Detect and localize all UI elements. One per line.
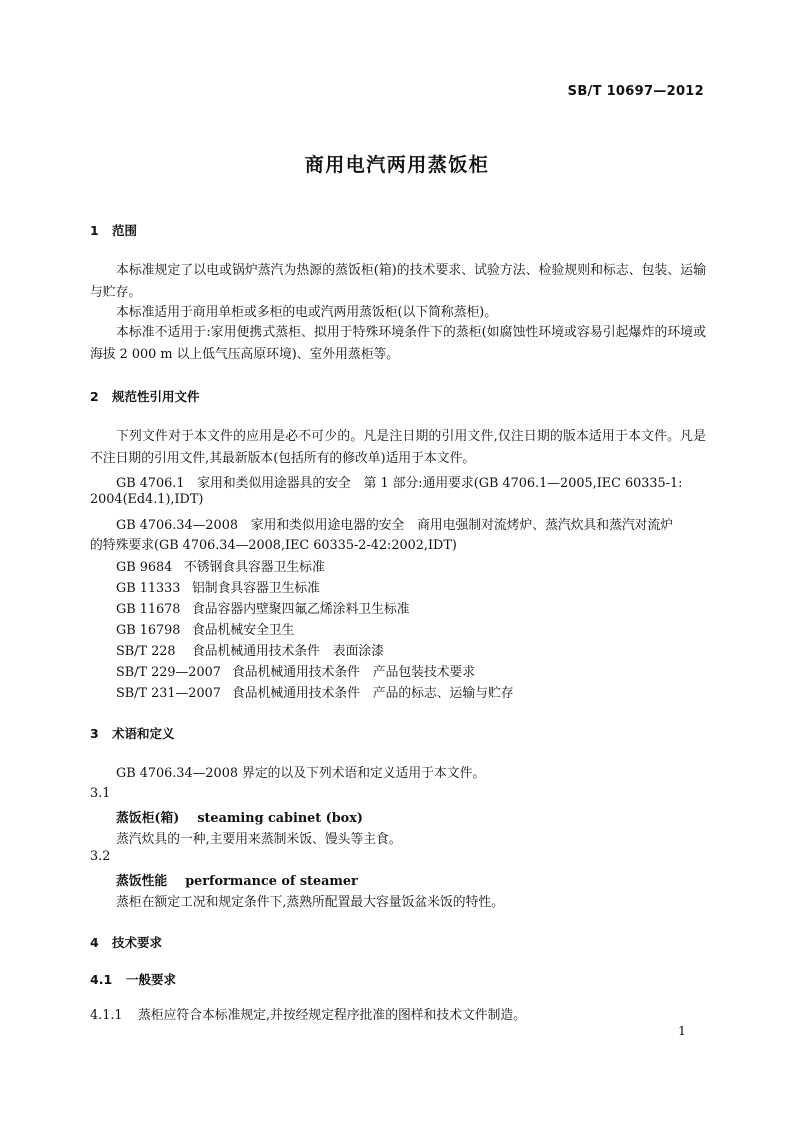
reference-gb4706-1-line2: 2004(Ed4.1),IDT) <box>90 492 204 507</box>
reference-item <box>116 577 320 596</box>
scope-paragraph-3: 本标准不适用于:家用便携式蒸柜、拟用于特殊环境条件下的蒸柜(如腐蚀性环境或容易引起爆炸的环境或海拔 2 000 m 以上低气压高原环境)、室外用蒸柜等。 <box>90 325 706 362</box>
reference-code: GB 16798 <box>116 623 181 638</box>
page-number: 1 <box>678 1023 686 1038</box>
section-number: 4.1 <box>90 972 113 987</box>
scope-paragraph-2: 本标准适用于商用单柜或多柜的电或汽两用蒸饭柜(以下简称蒸柜)。 <box>116 305 498 320</box>
reference-title: 食品机械通用技术条件 产品包装技术要求 <box>232 665 476 680</box>
term-number: 3.1 <box>90 786 111 801</box>
term-english: performance of steamer <box>185 874 358 889</box>
reference-code: GB 11333 <box>116 581 181 596</box>
reference-item <box>116 661 475 680</box>
section-1-heading <box>90 221 137 239</box>
section-title: 技术要求 <box>112 935 163 950</box>
reference-title: 食品容器内壁聚四氟乙烯涂料卫生标准 <box>192 602 410 617</box>
clause-4-1-1 <box>90 1004 526 1023</box>
term-definition: 蒸柜在额定工况和规定条件下,蒸熟所配置最大容量饭盆米饭的特性。 <box>116 895 504 910</box>
reference-gb4706-34-line1: GB 4706.34—2008 家用和类似用途电器的安全 商用电强制对流烤炉、蒸汽炊具和蒸汽对流炉 <box>116 518 674 533</box>
reference-item <box>116 619 294 638</box>
term-chinese: 蒸饭性能 <box>116 874 168 889</box>
reference-item <box>116 682 514 701</box>
term-heading <box>116 870 358 889</box>
reference-gb4706-34-line2: 的特殊要求(GB 4706.34—2008,IEC 60335-2-42:2002,IDT) <box>90 538 457 553</box>
reference-item <box>116 598 410 617</box>
section-title: 一般要求 <box>126 972 177 987</box>
section-title: 规范性引用文件 <box>112 389 200 404</box>
section-number: 1 <box>90 223 99 238</box>
reference-title: 食品机械通用技术条件 表面涂漆 <box>192 644 384 659</box>
terms-intro: GB 4706.34—2008 界定的以及下列术语和定义适用于本文件。 <box>116 766 486 781</box>
term-chinese: 蒸饭柜(箱) <box>116 811 180 826</box>
reference-title: 不锈钢食具容器卫生标准 <box>184 560 325 575</box>
section-4-heading <box>90 933 162 951</box>
reference-code: GB 9684 <box>116 560 173 575</box>
reference-title: 食品机械通用技术条件 产品的标志、运输与贮存 <box>232 686 514 701</box>
references-intro: 下列文件对于本文件的应用是必不可少的。凡是注日期的引用文件,仅注日期的版本适用于本文件。凡是不注日期的引用文件,其最新版本(包括所有的修改单)适用于本文件。 <box>90 429 706 466</box>
reference-item <box>116 640 384 659</box>
term-english: steaming cabinet (box) <box>197 811 363 826</box>
reference-gb4706-1-line1: GB 4706.1 家用和类似用途器具的安全 第 1 部分:通用要求(GB 4706.1—2005,IEC 60335-1: <box>116 476 683 491</box>
section-number: 3 <box>90 726 99 741</box>
term-definition: 蒸汽炊具的一种,主要用来蒸制米饭、馒头等主食。 <box>116 832 402 847</box>
reference-title: 铝制食具容器卫生标准 <box>192 581 320 596</box>
section-title: 范围 <box>112 223 138 238</box>
reference-item <box>116 556 325 575</box>
reference-code: SB/T 228 <box>116 644 176 659</box>
reference-code: GB 11678 <box>116 602 181 617</box>
reference-code: SB/T 231—2007 <box>116 686 221 701</box>
clause-number: 4.1.1 <box>90 1008 123 1023</box>
term-number: 3.2 <box>90 849 111 864</box>
reference-code: SB/T 229—2007 <box>116 665 221 680</box>
scope-paragraph-1: 本标准规定了以电或锅炉蒸汽为热源的蒸饭柜(箱)的技术要求、试验方法、检验规则和标志、包装、运输与贮存。 <box>90 263 706 300</box>
reference-title: 食品机械安全卫生 <box>192 623 295 638</box>
section-2-heading <box>90 387 200 405</box>
clause-text: 蒸柜应符合本标准规定,并按经规定程序批准的图样和技术文件制造。 <box>138 1008 526 1023</box>
section-3-heading <box>90 724 175 742</box>
term-heading <box>116 807 363 826</box>
subsection-4-1-heading <box>90 970 176 988</box>
section-number: 2 <box>90 389 99 404</box>
document-title: 商用电汽两用蒸饭柜 <box>304 154 490 176</box>
section-title: 术语和定义 <box>112 726 175 741</box>
section-number: 4 <box>90 935 99 950</box>
standard-code: SB/T 10697—2012 <box>567 84 704 99</box>
